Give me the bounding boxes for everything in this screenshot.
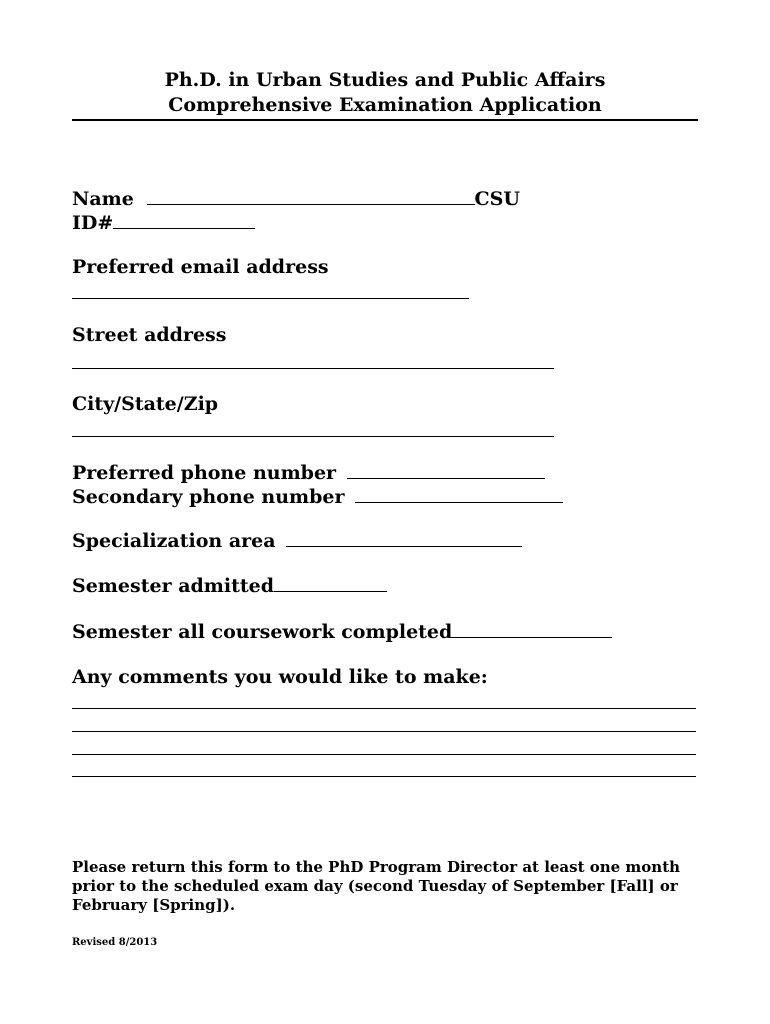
phone2-field[interactable] bbox=[355, 484, 563, 503]
email-field[interactable] bbox=[72, 298, 469, 299]
phone-row bbox=[72, 460, 545, 485]
comments-line-2[interactable] bbox=[72, 731, 696, 732]
coursework-field[interactable] bbox=[452, 619, 612, 638]
title-line-1: Ph.D. in Urban Studies and Public Affairs bbox=[164, 69, 606, 91]
semester-admitted-label: Semester admitted bbox=[72, 575, 275, 597]
revised-date: Revised 8/2013 bbox=[72, 937, 158, 948]
semester-admitted-row bbox=[72, 573, 387, 598]
csu-label: CSU bbox=[474, 188, 520, 210]
city-field[interactable] bbox=[72, 436, 554, 437]
specialization-field[interactable] bbox=[286, 528, 522, 547]
semester-admitted-field[interactable] bbox=[274, 573, 387, 592]
comments-line-1[interactable] bbox=[72, 708, 696, 709]
id-row bbox=[72, 210, 255, 235]
city-label: City/State/Zip bbox=[72, 393, 219, 415]
return-instructions: Please return this form to the PhD Program Director at least one month prior to the scheduled exam day (second Tuesday of September [Fall] or February [Spring]). bbox=[72, 858, 681, 914]
phone-field[interactable] bbox=[347, 460, 545, 479]
street-field[interactable] bbox=[72, 368, 554, 369]
form-title bbox=[72, 68, 698, 121]
street-label: Street address bbox=[72, 324, 227, 346]
specialization-row bbox=[72, 528, 522, 553]
email-label: Preferred email address bbox=[72, 256, 329, 278]
name-field[interactable] bbox=[147, 186, 475, 205]
phone-label: Preferred phone number bbox=[72, 462, 337, 484]
phone2-row bbox=[72, 484, 563, 509]
comments-label: Any comments you would like to make: bbox=[72, 666, 488, 688]
comments-line-3[interactable] bbox=[72, 754, 696, 755]
comments-line-4[interactable] bbox=[72, 776, 696, 777]
title-line-2: Comprehensive Examination Application bbox=[168, 94, 602, 116]
name-label: Name bbox=[72, 188, 134, 210]
coursework-row bbox=[72, 619, 612, 644]
id-field[interactable] bbox=[113, 210, 255, 229]
specialization-label: Specialization area bbox=[72, 530, 276, 552]
name-row bbox=[72, 186, 520, 211]
phone2-label: Secondary phone number bbox=[72, 486, 345, 508]
id-label: ID# bbox=[72, 212, 114, 234]
coursework-label: Semester all coursework completed bbox=[72, 621, 453, 643]
